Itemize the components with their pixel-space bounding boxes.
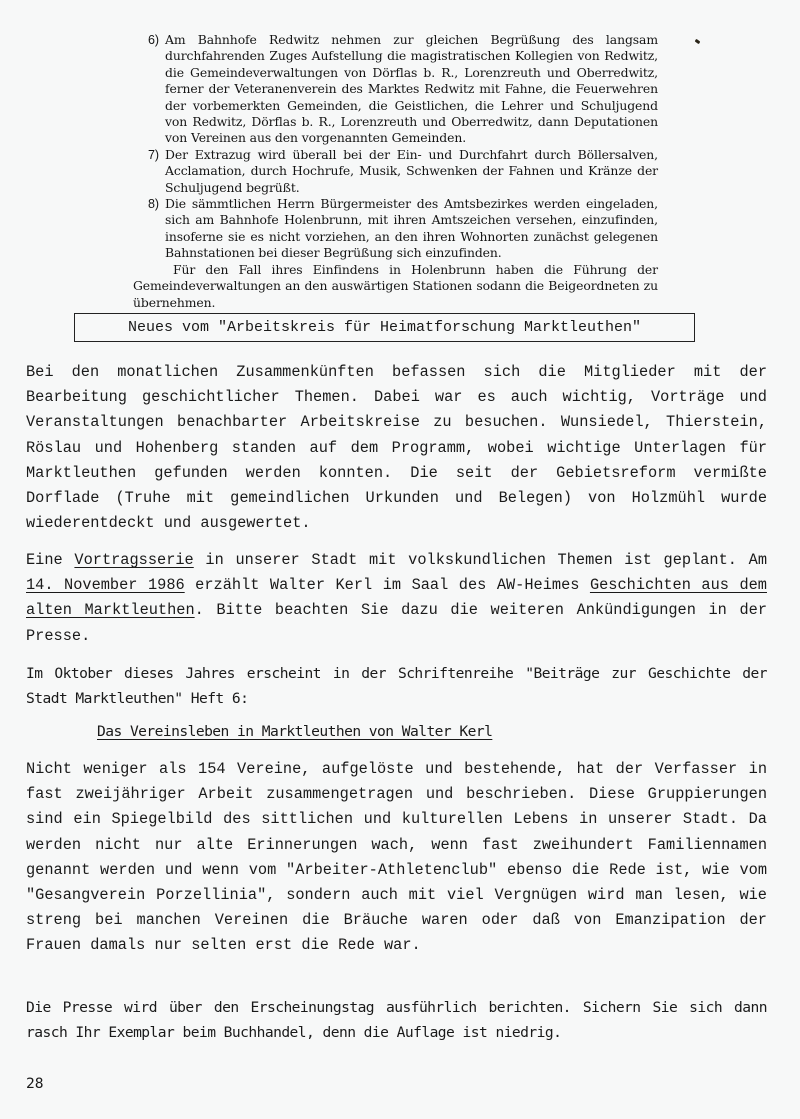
- item-number: 8): [148, 197, 159, 212]
- underlined-talk-title: Geschichten aus dem alten Marktleuthen: [26, 576, 767, 620]
- item-text: Die sämmtlichen Herrn Bürgermeister des Amtsbezirkes werden eingeladen, sich am Bahnhofe Holenbrunn, mit ihren Amtszeichen versehen, einzufinden, insoferne sie es nicht vorziehen, an den ihren Wohnorten zunächst gelegenen Bahnstationen bei dieser Begrüßung sich einzufinden.: [165, 196, 658, 261]
- text: Eine: [26, 551, 75, 569]
- excerpt-closing: Für den Fall ihres Einfindens in Holenbrunn haben die Führung der Gemeindeverwaltungen an den auswärtigen Stationen sodann die Beigeordneten zu übernehmen.: [133, 261, 658, 310]
- text: . Bitte beachten Sie dazu die weiteren Ankündigungen in der Presse.: [26, 601, 767, 645]
- historical-excerpt: [133, 32, 658, 311]
- excerpt-item-6: [133, 32, 658, 147]
- underlined-date: 14. November 1986: [26, 576, 185, 595]
- item-text: Am Bahnhofe Redwitz nehmen zur gleichen Begrüßung des langsam durchfahrenden Zuges Aufstellung die magistratischen Kollegien von Redwitz, die Gemeindeverwaltungen von Dörflas b. R., Lorenzreuth und Oberredwitz, ferner der Veteranenverein des Marktes Redwitz mit Fahne, die Feuerwehren der vorbemerkten Gemeinden, die Geistlichen, die Lehrer und Schuljugend von Redwitz, Dörflas b. R., Lorenzreuth und Oberredwitz, dann Deputationen von Vereinen aus den vorgenannten Gemeinden.: [165, 32, 658, 146]
- underlined-lecture-series: Vortragsserie: [74, 551, 194, 569]
- scan-speck: [695, 39, 701, 44]
- section-heading-box: [74, 313, 695, 342]
- paragraph-publication: Im Oktober dieses Jahres erscheint in der Schriftenreihe "Beiträge zur Geschichte der Stadt Marktleuthen" Heft 6:: [26, 665, 767, 708]
- page-number: 28: [26, 1075, 44, 1092]
- paragraph-press: Die Presse wird über den Erscheinungstag ausführlich berichten. Sichern Sie sich dann rasch Ihr Exemplar beim Buchhandel, denn die Auflage ist niedrig.: [26, 999, 767, 1042]
- item-number: 6): [148, 33, 159, 47]
- item-text: Der Extrazug wird überall bei der Ein- und Durchfahrt durch Böllersalven, Acclamation, durch Hochrufe, Musik, Schwenken der Fahnen und Kränze der Schuljugend begrüßt.: [165, 146, 658, 195]
- item-number: 7): [148, 147, 159, 162]
- paragraph-lecture-series: [26, 548, 767, 649]
- book-title: [97, 719, 492, 744]
- book-title-underlined: Das Vereinsleben in Marktleuthen von Walter Kerl: [97, 723, 493, 740]
- section-heading: Neues vom "Arbeitskreis für Heimatforschung Marktleuthen": [127, 319, 642, 336]
- text: erzählt Walter Kerl im Saal des AW-Heimes: [184, 576, 590, 595]
- paragraph-book-description: Nicht weniger als 154 Vereine, aufgelöste und bestehende, hat der Verfasser in fast zweijähriger Arbeit zusammengetragen und beschrieben. Diese Gruppierungen sind ein Spiegelbild des sittlichen und kulturellen Lebens in unserer Stadt. Da werden nicht nur alte Erinnerungen wach, wenn fast zweihundert Familiennamen genannt werden und wenn vom "Arbeiter-Athletenclub" ebenso die Rede ist, wie vom "Gesangverein Porzellinia", sondern auch mit viel Vergnügen wird man lesen, wie streng bei manchen Vereinen die Bräuche waren oder daß von Emanzipation der Frauen damals nur selten erst die Rede war.: [26, 760, 767, 955]
- paragraph-meetings: Bei den monatlichen Zusammenkünften befassen sich die Mitglieder mit der Bearbeitung geschichtlicher Themen. Dabei war es auch wichtig, Vorträge und Veranstaltungen benachbarter Arbeitskreise zu besuchen. Wunsiedel, Thierstein, Röslau und Hohenberg standen auf dem Programm, wobei wichtige Unterlagen für Marktleuthen gefunden werden konnten. Die seit der Gebietsreform vermißte Dorflade (Truhe mit gemeindlichen Urkunden und Belegen) von Holzmühl wurde wiederentdeckt und ausgewertet.: [26, 363, 767, 533]
- text: in unserer Stadt mit volkskundlichen Themen ist geplant. Am: [193, 551, 767, 569]
- excerpt-item-8: [133, 196, 658, 262]
- excerpt-item-7: [133, 147, 658, 196]
